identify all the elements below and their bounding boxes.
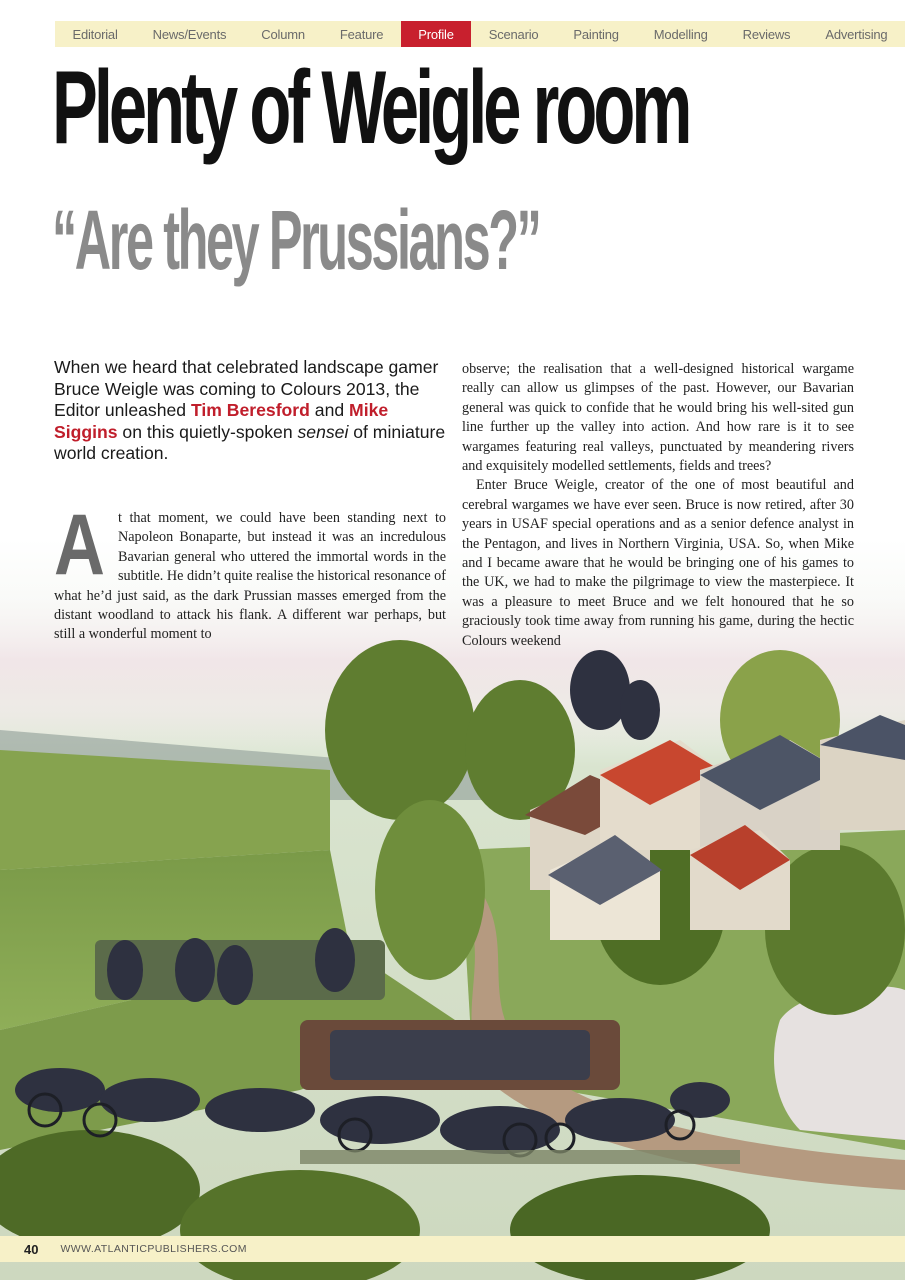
publisher-website-link[interactable]: WWW.ATLANTICPUBLISHERS.COM: [60, 1243, 247, 1255]
body-column-left: [54, 497, 446, 645]
nav-item-profile[interactable]: Profile: [401, 21, 471, 47]
body-right-paragraph-1: observe; the realisation that a well-designed historical wargame really can allow us glimpses of the past. However, our Bavarian general was quick to confide that he would bring his well-sited gun line further up the valley into action. And how rare is it to see wargames featuring real valleys, punctuated by meandering rivers and exquisitely modelled settlements, fields and trees?: [462, 361, 854, 475]
nav-item-reviews[interactable]: Reviews: [742, 26, 791, 42]
author-name-tim-beresford: Tim Beresford: [190, 400, 310, 420]
nav-item-modelling[interactable]: Modelling: [653, 26, 708, 42]
intro-text-4: of miniature world creation.: [54, 421, 446, 463]
nav-item-scenario[interactable]: Scenario: [488, 26, 539, 42]
intro-text-2: and: [309, 400, 350, 420]
intro-text-1: When we heard that celebrated landscape gamer Bruce Weigle was coming to Colours 2013, the Editor unleashed: [54, 357, 439, 420]
nav-item-painting[interactable]: Painting: [573, 26, 619, 42]
nav-item-feature[interactable]: Feature: [339, 26, 384, 42]
article-intro: [54, 357, 454, 465]
body-left-text: t that moment, we could have been standing next to Napoleon Bonaparte, but instead it was an incredulous Bavarian general who uttered the immortal words in the subtitle. He didn’t quite realise the historical resonance of what he’d just said, as the dark Prussian masses emerged from the distant woodland to attack his flank. A different war perhaps, but still a wonderful moment to: [54, 510, 446, 643]
author-name-mike-siggins: Mike Siggins: [54, 400, 389, 442]
body-right-paragraph-2: Enter Bruce Weigle, creator of the one of most beautiful and cerebral wargames we have ever seen. Bruce is now retired, after 30 years in USAF special operations and as a senior defence analyst in the Pentagon, and lives in Northern Virginia, USA. So, when Mike and I became aware that he would be bringing one of his games to the UK, we had to make the pilgrimage to view the masterpiece. It was a pleasure to meet Bruce and we felt honoured that he so graciously took time away from running his game, during the hectic Colours weekend: [462, 477, 854, 649]
nav-item-news-events[interactable]: News/Events: [152, 26, 227, 42]
intro-sensei: sensei: [297, 421, 349, 442]
page-footer: [0, 1236, 905, 1262]
body-column-right: [462, 360, 854, 651]
nav-item-editorial[interactable]: Editorial: [72, 26, 118, 42]
article-subheadline: “Are they Prussians?”: [52, 193, 540, 287]
page-number: 40: [24, 1241, 39, 1257]
nav-item-column[interactable]: Column: [261, 26, 305, 42]
nav-item-advertising[interactable]: Advertising: [825, 26, 888, 42]
section-navigation: [55, 21, 905, 47]
intro-text-3: on this quietly-spoken: [117, 421, 298, 442]
article-headline: Plenty of Weigle room: [52, 50, 689, 166]
drop-cap: A: [54, 497, 105, 593]
